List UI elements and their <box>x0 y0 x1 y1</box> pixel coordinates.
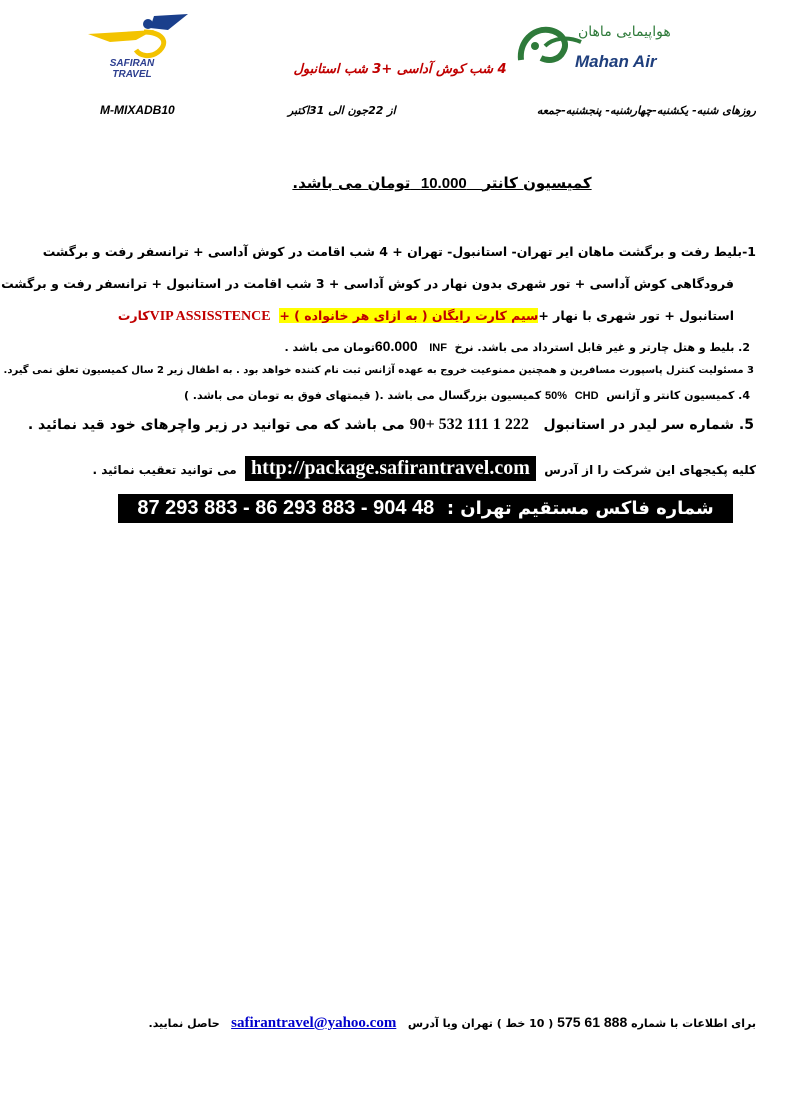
package-title: 4 شب کوش آداسی +3 شب استانبول <box>293 62 507 77</box>
footer-lines: ( 10 خط ) <box>496 1017 554 1030</box>
free-simcard-highlight: سیم کارت رایگان ( به ازای هر خانواده ) + <box>279 308 539 323</box>
footer-middle: تهران ویا آدرس <box>407 1017 493 1030</box>
commission-suffix: تومان می باشد. <box>292 174 411 192</box>
commission-prefix: کمیسیون کانتر <box>482 174 592 192</box>
footer-contact <box>149 1014 756 1032</box>
item-5-text: 5. شماره سر لیدر در استانبول <box>543 417 754 433</box>
follow-packages-line <box>92 456 756 481</box>
commission-amount: 10.000 <box>420 175 467 192</box>
package-website-link[interactable]: http://package.safirantravel.com <box>245 456 536 481</box>
package-code: M-MIXADB10 <box>100 103 175 117</box>
footer-suffix: حاصل نمایید. <box>148 1017 220 1030</box>
item-1-line-1: 1-بلیط رفت و برگشت ماهان ایر تهران- استانبول- تهران + 4 شب اقامت در کوش آداسی + ترانسفر رفت و برگشت <box>42 244 756 259</box>
item-4-text: 4. کمیسیون کانتر و آژانس <box>606 389 750 402</box>
leader-phone: 90+ 532 111 1 222 <box>409 416 529 433</box>
contact-email-link[interactable]: safirantravel@yahoo.com <box>231 1015 397 1031</box>
departure-days: روزهای شنبه- یکشنبه-چهارشنبه- پنجشنبه-جمعه <box>536 104 756 117</box>
fax-label: شماره فاکس مستقیم تهران : <box>446 498 714 519</box>
item-4 <box>184 389 750 402</box>
mahan-english-name: Mahan Air <box>575 52 657 71</box>
footer-prefix: برای اطلاعات با شماره <box>631 1017 756 1030</box>
item-5 <box>28 416 754 434</box>
item-2-amount: 60.000 <box>374 338 418 354</box>
vip-assistance-label: VIP ASSISSTENCE <box>149 309 271 324</box>
item-1-line-3-text: استانبول + تور شهری با نهار + <box>538 308 734 323</box>
item-1-line-2: فرودگاهی کوش آداسی + تور شهری بدون نهار در کوش آداسی + 3 شب اقامت در استانبول + ترانسفر رفت و برگشت <box>1 276 734 291</box>
follow-prefix: کلیه پکیجهای این شرکت را از آدرس <box>544 463 756 477</box>
item-4-suffix: کمیسیون بزرگسال می باشد .( قیمتهای فوق به تومان می باشد. ) <box>183 389 542 402</box>
fax-numbers-bar <box>118 494 733 548</box>
item-1-line-3 <box>118 308 734 325</box>
item-2-suffix: تومان می باشد . <box>284 341 375 354</box>
mahan-persian-name: هواپیمایی ماهان <box>578 24 671 40</box>
commission-heading <box>286 174 598 192</box>
item-2 <box>284 338 750 354</box>
item-5-suffix: می باشد که می توانید در زیر واچرهای خود قید نمائید . <box>27 417 405 433</box>
item-2-text: 2. بلیط و هتل چارتر و غیر قابل استرداد می باشد. نرخ <box>454 341 750 354</box>
item-4-chd: CHD <box>574 390 599 402</box>
footer-phone: 575 61 888 <box>557 1014 628 1030</box>
date-range: از 22جون الی 31اکتبر <box>288 104 396 117</box>
item-3: 3 مسئولیت کنترل پاسپورت مسافرین و همچنین ممنوعیت خروج به عهده آژانس ثبت نام کننده خواهد بود . به اطفال زیر 2 سال کمیسیون تعلق نمی گیرد. <box>3 365 754 376</box>
follow-suffix: می توانید تعقیب نمائید . <box>92 463 237 477</box>
item-4-percent: 50% <box>545 390 568 402</box>
item-2-inf: INF <box>429 342 447 354</box>
fax-numbers: 87 293 883 - 86 293 883 - 904 48 883 <box>137 497 443 548</box>
vip-card-word: کارت <box>117 308 150 323</box>
safiran-brand-text: SAFIRAN TRAVEL <box>109 58 155 80</box>
